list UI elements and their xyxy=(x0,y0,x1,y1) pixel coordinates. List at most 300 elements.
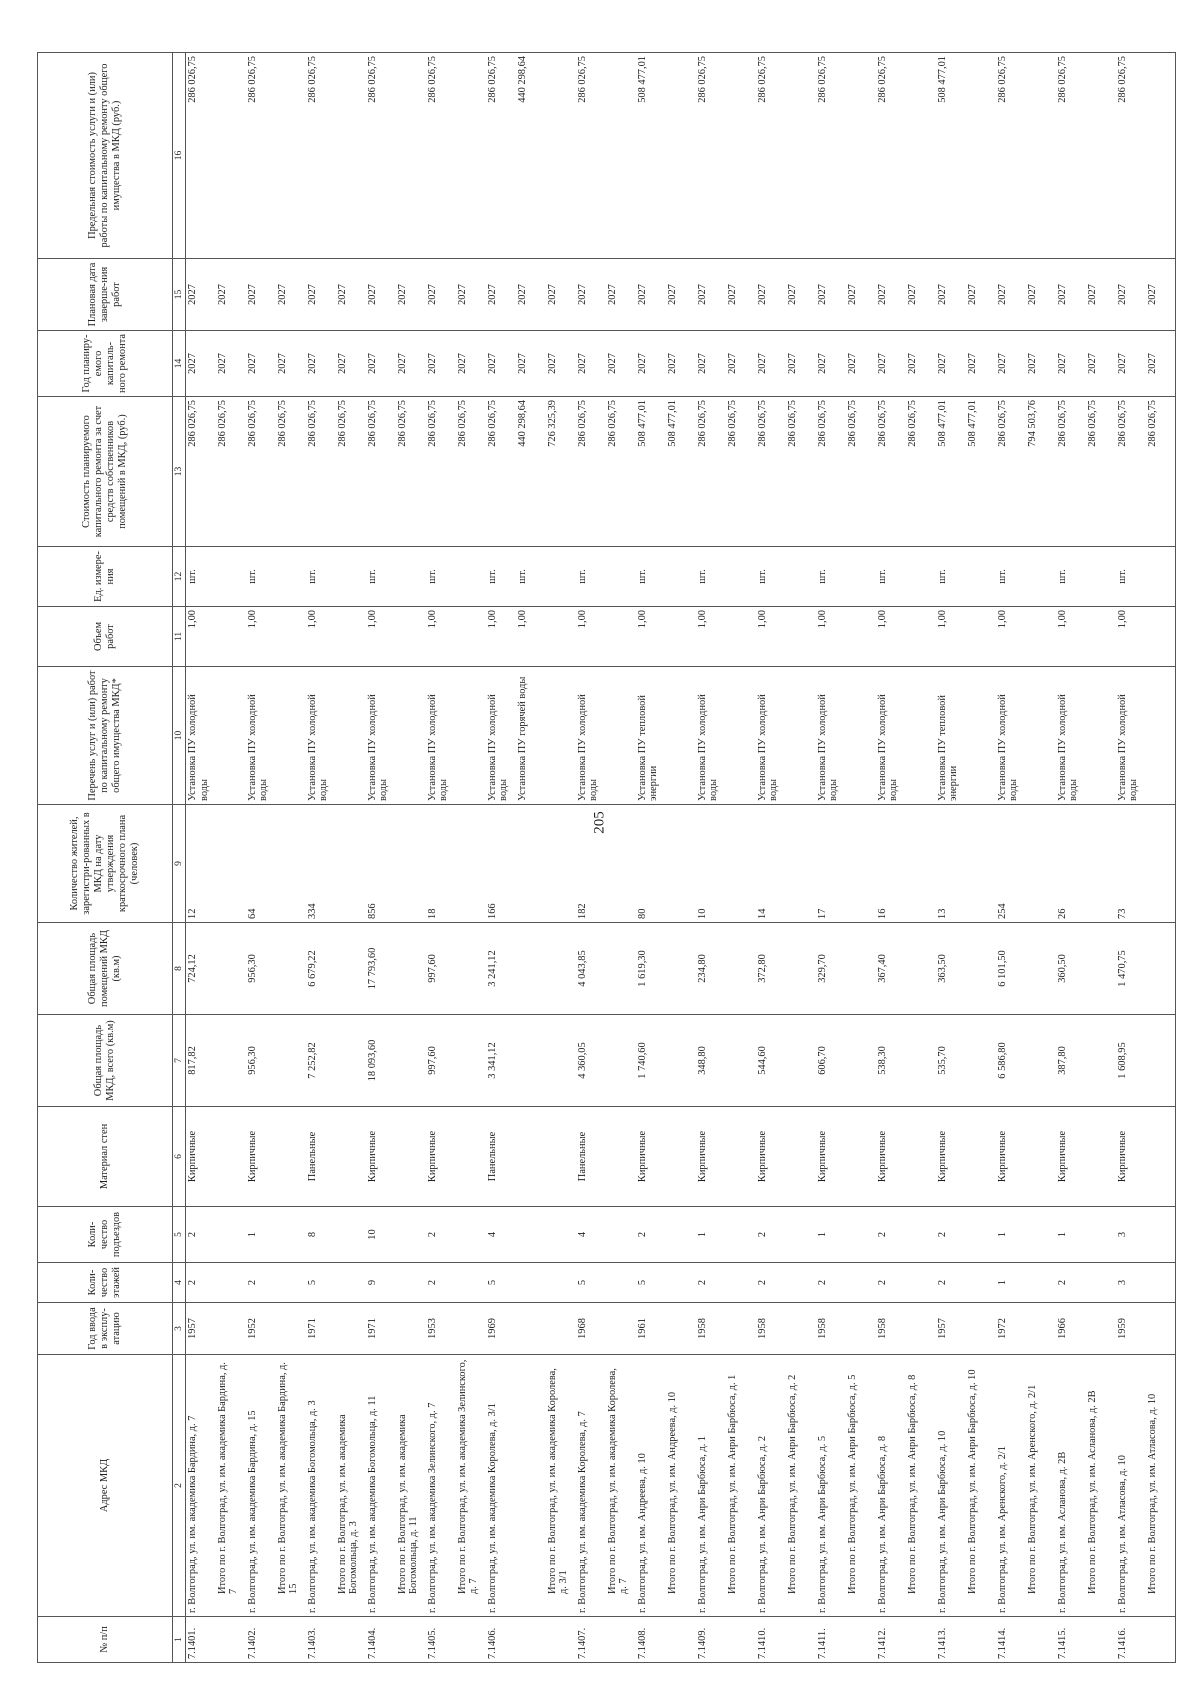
cell-plan-year xyxy=(996,331,1026,397)
cell-year xyxy=(606,1303,636,1355)
cell-limit xyxy=(216,53,246,259)
total-row xyxy=(726,53,756,1663)
cell-work xyxy=(456,667,486,805)
total-row xyxy=(456,53,486,1663)
cell-cost xyxy=(756,397,786,547)
cell-num xyxy=(1086,1617,1116,1663)
cell-year: 1952 xyxy=(246,1303,276,1355)
cell-value: 286 026,75 xyxy=(1086,400,1098,447)
cell-work xyxy=(906,667,936,805)
cell-entr xyxy=(1026,1207,1056,1263)
cell-entr: 2 xyxy=(756,1207,786,1263)
cell-unit xyxy=(1146,547,1176,607)
cell-floors: 5 xyxy=(486,1263,516,1303)
cell-floors xyxy=(786,1263,816,1303)
cell-cost xyxy=(696,397,726,547)
cell-floors: 2 xyxy=(756,1263,786,1303)
total-row xyxy=(666,53,696,1663)
cell-value: 2027 xyxy=(426,284,438,305)
cell-addr: г. Волгоград, ул. им. академика Королева, д. 7 xyxy=(576,1355,606,1617)
cell-year xyxy=(396,1303,426,1355)
cell-area-total xyxy=(546,1015,576,1107)
cell-value: 2027 xyxy=(486,284,498,305)
total-row xyxy=(216,53,246,1663)
cell-residents xyxy=(966,805,996,923)
cell-work: Установка ПУ холодной воды xyxy=(306,667,336,805)
cell-unit: шт. xyxy=(306,547,336,607)
cell-wall xyxy=(396,1107,426,1207)
cell-entr: 4 xyxy=(576,1207,606,1263)
cell-value: 2027 xyxy=(756,353,768,374)
cell-value: 286 026,75 xyxy=(366,400,378,447)
cell-end-date xyxy=(846,259,876,331)
cell-value: 2027 xyxy=(816,353,828,374)
cell-limit xyxy=(576,53,606,259)
cell-residents: 13 xyxy=(936,805,966,923)
cell-area-prem xyxy=(1086,923,1116,1015)
cell-value: 286 026,75 xyxy=(606,400,618,447)
cell-addr: Итого по г. Волгоград, ул. им. академика Богомольца, д. 3 xyxy=(336,1355,366,1617)
cell-entr xyxy=(726,1207,756,1263)
cell-value: 286 026,75 xyxy=(756,56,768,103)
cell-vol xyxy=(1146,607,1176,667)
table-row xyxy=(306,53,336,1663)
column-number: 14 xyxy=(173,331,186,397)
cell-limit xyxy=(1116,53,1146,259)
cell-value: 2027 xyxy=(666,284,678,305)
cell-floors xyxy=(216,1263,246,1303)
cell-residents xyxy=(786,805,816,923)
cell-value: 2027 xyxy=(816,284,828,305)
cell-value: 286 026,75 xyxy=(1056,400,1068,447)
cell-year xyxy=(216,1303,246,1355)
cell-floors xyxy=(276,1263,306,1303)
cell-value: 508 477,01 xyxy=(636,400,648,447)
column-number: 5 xyxy=(173,1207,186,1263)
cell-work: Установка ПУ тепловой энергии xyxy=(636,667,666,805)
cell-area-prem: 956,30 xyxy=(246,923,276,1015)
total-row xyxy=(396,53,426,1663)
table-row xyxy=(246,53,276,1663)
table-row xyxy=(996,53,1026,1663)
cell-num: 7.1415. xyxy=(1056,1617,1086,1663)
cell-wall: Кирпичные xyxy=(426,1107,456,1207)
cell-value: 286 026,75 xyxy=(426,400,438,447)
column-number: 11 xyxy=(173,607,186,667)
cell-unit xyxy=(966,547,996,607)
table-row xyxy=(1116,53,1146,1663)
cell-value: 2027 xyxy=(546,353,558,374)
cell-wall: Кирпичные xyxy=(816,1107,846,1207)
cell-plan-year xyxy=(366,331,396,397)
cell-wall: Панельные xyxy=(576,1107,606,1207)
cell-end-date xyxy=(516,259,546,331)
cell-entr: 1 xyxy=(246,1207,276,1263)
cell-work: Установка ПУ холодной воды xyxy=(186,667,216,805)
cell-value: 2027 xyxy=(516,353,528,374)
cell-wall: Кирпичные xyxy=(696,1107,726,1207)
cell-value: 2027 xyxy=(696,353,708,374)
cell-addr: г. Волгоград, ул. им. академика Богомольца, д. 3 xyxy=(306,1355,336,1617)
cell-area-total: 4 360,05 xyxy=(576,1015,606,1107)
cell-unit: шт. xyxy=(996,547,1026,607)
cell-area-total: 6 586,80 xyxy=(996,1015,1026,1107)
cell-area-total xyxy=(1026,1015,1056,1107)
cell-addr: г. Волгоград, ул. им. Анри Барбюса, д. 10 xyxy=(936,1355,966,1617)
cell-work xyxy=(786,667,816,805)
cell-value: 2027 xyxy=(666,353,678,374)
cell-plan-year xyxy=(516,331,546,397)
cell-value: 2027 xyxy=(786,284,798,305)
cell-unit xyxy=(906,547,936,607)
cell-vol: 1,00 xyxy=(516,607,546,667)
cell-value: 2027 xyxy=(846,284,858,305)
cell-num: 7.1407. xyxy=(576,1617,606,1663)
cell-end-date xyxy=(876,259,906,331)
column-number: 13 xyxy=(173,397,186,547)
cell-unit: шт. xyxy=(816,547,846,607)
cell-end-date xyxy=(1056,259,1086,331)
cell-area-prem: 6 679,22 xyxy=(306,923,336,1015)
cell-area-prem: 360,50 xyxy=(1056,923,1086,1015)
cell-num xyxy=(546,1617,576,1663)
cell-limit xyxy=(306,53,336,259)
cell-end-date xyxy=(816,259,846,331)
cell-num xyxy=(906,1617,936,1663)
cell-end-date xyxy=(306,259,336,331)
cell-value: 286 026,75 xyxy=(1146,400,1158,447)
cell-value: 286 026,75 xyxy=(756,400,768,447)
cell-value: 2027 xyxy=(1026,353,1038,374)
cell-entr xyxy=(216,1207,246,1263)
cell-value: 2027 xyxy=(306,353,318,374)
cell-limit xyxy=(846,53,876,259)
cell-addr: Итого по г. Волгоград, ул. им. Анри Барбюса, д. 1 xyxy=(726,1355,756,1617)
cell-num: 7.1410. xyxy=(756,1617,786,1663)
cell-entr xyxy=(786,1207,816,1263)
cell-area-total xyxy=(966,1015,996,1107)
cell-wall: Панельные xyxy=(486,1107,516,1207)
cell-residents xyxy=(906,805,936,923)
cell-wall xyxy=(726,1107,756,1207)
cell-vol: 1,00 xyxy=(696,607,726,667)
cell-plan-year xyxy=(546,331,576,397)
cell-value: 2027 xyxy=(336,353,348,374)
cell-area-total xyxy=(786,1015,816,1107)
cell-value: 286 026,75 xyxy=(726,400,738,447)
cell-value: 286 026,75 xyxy=(187,56,198,103)
cell-residents: 334 xyxy=(306,805,336,923)
cell-residents xyxy=(726,805,756,923)
cell-limit xyxy=(1146,53,1176,259)
cell-addr: Итого по г. Волгоград, ул. им. Аренского, д. 2/1 xyxy=(1026,1355,1056,1617)
cell-unit: шт. xyxy=(186,547,216,607)
cell-cost xyxy=(936,397,966,547)
cell-entr xyxy=(396,1207,426,1263)
cell-num: 7.1408. xyxy=(636,1617,666,1663)
cell-area-total: 387,80 xyxy=(1056,1015,1086,1107)
cell-work xyxy=(726,667,756,805)
cell-limit xyxy=(186,53,216,259)
cell-value: 2027 xyxy=(306,284,318,305)
cell-work: Установка ПУ холодной воды xyxy=(486,667,516,805)
cell-area-total: 956,30 xyxy=(246,1015,276,1107)
cell-area-total: 1 608,95 xyxy=(1116,1015,1146,1107)
cell-unit xyxy=(846,547,876,607)
cell-year xyxy=(906,1303,936,1355)
column-header: Коли-чество этажей xyxy=(38,1263,173,1303)
cell-area-total xyxy=(216,1015,246,1107)
cell-addr: г. Волгоград, ул. им. Анри Барбюса, д. 8 xyxy=(876,1355,906,1617)
cell-entr xyxy=(546,1207,576,1263)
cell-entr xyxy=(516,1207,546,1263)
cell-end-date xyxy=(666,259,696,331)
cell-value: 2027 xyxy=(426,353,438,374)
cell-limit xyxy=(936,53,966,259)
cell-addr: Итого по г. Волгоград, ул. им. академика Бардина, д. 15 xyxy=(276,1355,306,1617)
cell-value: 286 026,75 xyxy=(187,400,198,447)
cell-cost xyxy=(816,397,846,547)
cell-unit xyxy=(216,547,246,607)
cell-area-total xyxy=(726,1015,756,1107)
cell-num: 7.1401. xyxy=(186,1617,216,1663)
cell-cost xyxy=(216,397,246,547)
cell-num xyxy=(606,1617,636,1663)
cell-value: 2027 xyxy=(906,284,918,305)
cell-vol: 1,00 xyxy=(816,607,846,667)
cell-cost xyxy=(996,397,1026,547)
table-row xyxy=(1056,53,1086,1663)
cell-unit xyxy=(726,547,756,607)
cell-num xyxy=(396,1617,426,1663)
cell-value: 2027 xyxy=(936,284,948,305)
cell-plan-year xyxy=(876,331,906,397)
cell-end-date xyxy=(396,259,426,331)
cell-entr xyxy=(276,1207,306,1263)
cell-value: 2027 xyxy=(1146,353,1158,374)
cell-cost xyxy=(426,397,456,547)
column-header: № п/п xyxy=(38,1617,173,1663)
cell-value: 2027 xyxy=(456,284,468,305)
cell-limit xyxy=(366,53,396,259)
cell-vol: 1,00 xyxy=(576,607,606,667)
cell-floors xyxy=(546,1263,576,1303)
cell-area-prem xyxy=(456,923,486,1015)
cell-floors: 2 xyxy=(696,1263,726,1303)
cell-num xyxy=(456,1617,486,1663)
cell-area-prem xyxy=(726,923,756,1015)
cell-wall xyxy=(216,1107,246,1207)
cell-limit xyxy=(696,53,726,259)
cell-wall xyxy=(456,1107,486,1207)
cell-value: 2027 xyxy=(396,284,408,305)
cell-floors xyxy=(456,1263,486,1303)
cell-value: 2027 xyxy=(246,284,258,305)
cell-wall: Кирпичные xyxy=(876,1107,906,1207)
cell-area-total: 18 093,60 xyxy=(366,1015,396,1107)
cell-year: 1957 xyxy=(186,1303,216,1355)
cell-end-date xyxy=(546,259,576,331)
cell-value: 2027 xyxy=(546,284,558,305)
cell-num xyxy=(966,1617,996,1663)
rotated-table-sheet xyxy=(37,53,1167,1663)
cell-unit: шт. xyxy=(516,547,546,607)
total-row xyxy=(276,53,306,1663)
cell-wall: Панельные xyxy=(306,1107,336,1207)
cell-year xyxy=(846,1303,876,1355)
cell-num xyxy=(846,1617,876,1663)
column-number: 15 xyxy=(173,259,186,331)
cell-work xyxy=(846,667,876,805)
cell-unit xyxy=(336,547,366,607)
cell-year: 1953 xyxy=(426,1303,456,1355)
cell-vol: 1,00 xyxy=(366,607,396,667)
cell-wall xyxy=(546,1107,576,1207)
cell-num: 7.1416. xyxy=(1116,1617,1146,1663)
cell-addr: г. Волгоград, ул. им. Асланова, д. 2В xyxy=(1056,1355,1086,1617)
cell-area-prem: 372,80 xyxy=(756,923,786,1015)
cell-value: 286 026,75 xyxy=(816,400,828,447)
cell-plan-year xyxy=(1116,331,1146,397)
cell-plan-year xyxy=(1086,331,1116,397)
cell-cost xyxy=(456,397,486,547)
cell-end-date xyxy=(606,259,636,331)
total-row xyxy=(906,53,936,1663)
cell-vol xyxy=(846,607,876,667)
cell-wall: Кирпичные xyxy=(186,1107,216,1207)
cell-limit xyxy=(996,53,1026,259)
cell-area-total xyxy=(1086,1015,1116,1107)
table-row xyxy=(876,53,906,1663)
cell-value: 2027 xyxy=(726,353,738,374)
cell-cost xyxy=(276,397,306,547)
column-number: 9 xyxy=(173,805,186,923)
table-row xyxy=(936,53,966,1663)
cell-unit xyxy=(666,547,696,607)
cell-plan-year xyxy=(726,331,756,397)
total-row xyxy=(1146,53,1176,1663)
cell-entr: 1 xyxy=(696,1207,726,1263)
cell-area-total xyxy=(456,1015,486,1107)
cell-work: Установка ПУ холодной воды xyxy=(1056,667,1086,805)
column-number: 12 xyxy=(173,547,186,607)
cell-floors: 2 xyxy=(186,1263,216,1303)
cell-value: 2027 xyxy=(456,353,468,374)
cell-value: 286 026,75 xyxy=(846,400,858,447)
cell-addr: Итого по г. Волгоград, ул. им. Анри Барбюса, д. 2 xyxy=(786,1355,816,1617)
cell-num: 7.1413. xyxy=(936,1617,966,1663)
cell-area-prem: 367,40 xyxy=(876,923,906,1015)
cell-work: Установка ПУ холодной воды xyxy=(756,667,786,805)
column-number: 16 xyxy=(173,53,186,259)
cell-value: 286 026,75 xyxy=(306,400,318,447)
cell-entr: 2 xyxy=(876,1207,906,1263)
cell-unit xyxy=(1026,547,1056,607)
cell-work xyxy=(606,667,636,805)
cell-floors: 2 xyxy=(1056,1263,1086,1303)
cell-num: 7.1414. xyxy=(996,1617,1026,1663)
cell-wall xyxy=(786,1107,816,1207)
cell-vol xyxy=(906,607,936,667)
cell-value: 2027 xyxy=(636,353,648,374)
cell-work: Установка ПУ холодной воды xyxy=(426,667,456,805)
cell-plan-year xyxy=(456,331,486,397)
cell-year xyxy=(666,1303,696,1355)
cell-wall: Кирпичные xyxy=(366,1107,396,1207)
cell-work: Установка ПУ холодной воды xyxy=(1116,667,1146,805)
cell-entr: 2 xyxy=(636,1207,666,1263)
cell-num xyxy=(516,1617,546,1663)
cell-entr xyxy=(1086,1207,1116,1263)
cell-addr: Итого по г. Волгоград, ул. им. академика Богомольца, д. 11 xyxy=(396,1355,426,1617)
column-header: Объем работ xyxy=(38,607,173,667)
cell-value: 286 026,75 xyxy=(366,56,378,103)
cell-end-date xyxy=(906,259,936,331)
cell-unit xyxy=(606,547,636,607)
cell-end-date xyxy=(996,259,1026,331)
cell-cost xyxy=(636,397,666,547)
cell-value: 2027 xyxy=(846,353,858,374)
cell-entr xyxy=(456,1207,486,1263)
cell-area-total: 535,70 xyxy=(936,1015,966,1107)
cell-vol xyxy=(726,607,756,667)
cell-value: 286 026,75 xyxy=(1116,56,1128,103)
cell-value: 286 026,75 xyxy=(426,56,438,103)
cell-residents: 73 xyxy=(1116,805,1146,923)
cell-end-date xyxy=(936,259,966,331)
cell-residents: 10 xyxy=(696,805,726,923)
column-header: Перечень услуг и (или) работ по капитальному ремонту общего имущества МКД* xyxy=(38,667,173,805)
cell-value: 2027 xyxy=(786,353,798,374)
cell-work xyxy=(216,667,246,805)
cell-limit xyxy=(966,53,996,259)
cell-end-date xyxy=(246,259,276,331)
cell-plan-year xyxy=(756,331,786,397)
cell-num: 7.1406. xyxy=(486,1617,516,1663)
cell-value: 2027 xyxy=(576,284,588,305)
cell-wall: Кирпичные xyxy=(1116,1107,1146,1207)
cell-unit: шт. xyxy=(876,547,906,607)
cell-vol xyxy=(546,607,576,667)
cell-year: 1972 xyxy=(996,1303,1026,1355)
cell-num: 7.1409. xyxy=(696,1617,726,1663)
column-header: Общая площадь помещений МКД (кв.м) xyxy=(38,923,173,1015)
cell-value: 2027 xyxy=(606,353,618,374)
cell-plan-year xyxy=(396,331,426,397)
cell-year: 1958 xyxy=(876,1303,906,1355)
cell-cost xyxy=(576,397,606,547)
cell-num xyxy=(336,1617,366,1663)
cell-plan-year xyxy=(636,331,666,397)
cell-work: Установка ПУ горячей воды xyxy=(516,667,546,805)
cell-plan-year xyxy=(696,331,726,397)
cell-residents xyxy=(336,805,366,923)
cell-cost xyxy=(516,397,546,547)
cell-vol xyxy=(336,607,366,667)
cell-residents xyxy=(1146,805,1176,923)
cell-work xyxy=(1086,667,1116,805)
cell-unit: шт. xyxy=(936,547,966,607)
cell-vol xyxy=(1086,607,1116,667)
cell-year: 1958 xyxy=(696,1303,726,1355)
cell-wall: Кирпичные xyxy=(996,1107,1026,1207)
cell-floors xyxy=(1086,1263,1116,1303)
cell-end-date xyxy=(486,259,516,331)
table-header xyxy=(38,53,186,1663)
cell-area-prem: 6 101,50 xyxy=(996,923,1026,1015)
cell-addr: г. Волгоград, ул. им. академика Бардина, д. 7 xyxy=(186,1355,216,1617)
cell-end-date xyxy=(1086,259,1116,331)
